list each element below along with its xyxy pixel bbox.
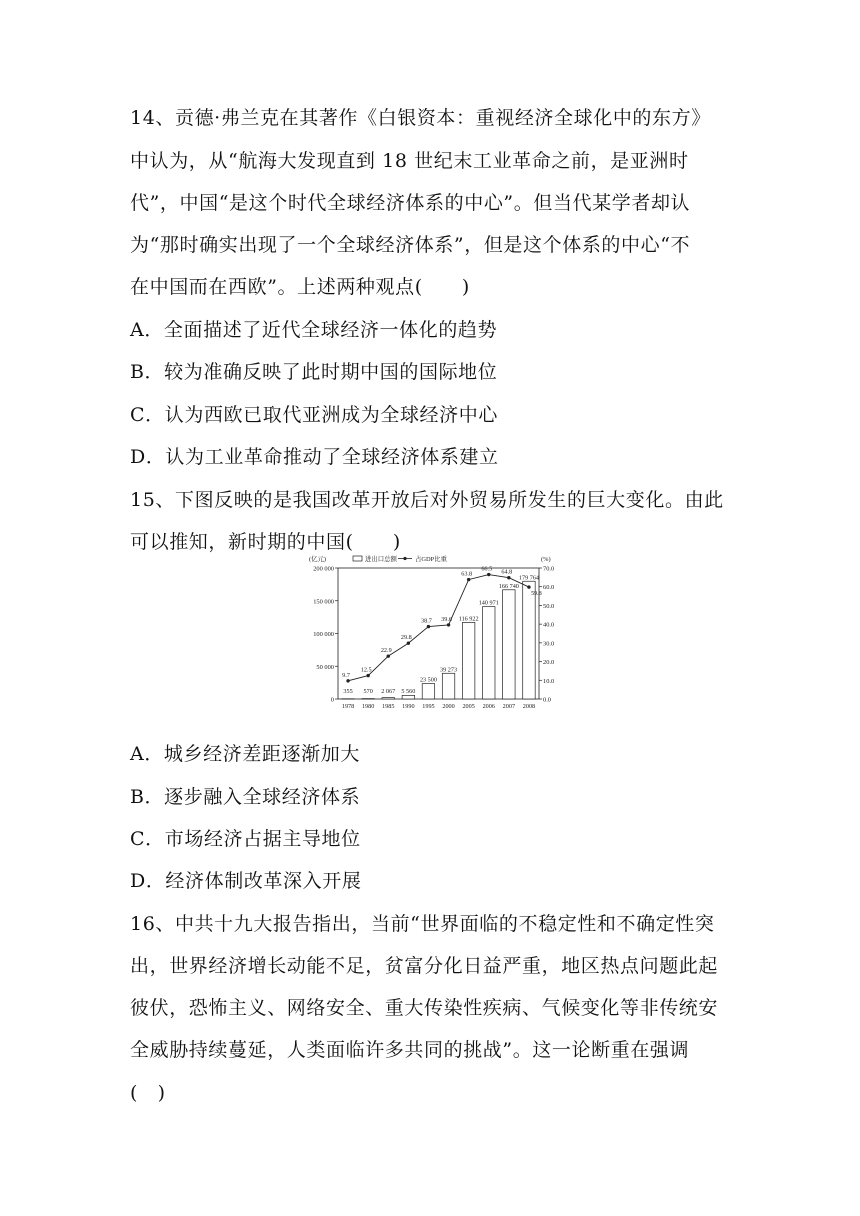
gdp-share-point-2007 (507, 576, 510, 579)
bar-value-label: 23 500 (419, 676, 437, 684)
q14-line-2: 中认为，从“航海大发现直到 18 世纪末工业革命之前，是亚洲时 (130, 150, 689, 172)
gdp-share-point-1985 (387, 654, 390, 657)
bar-2008 (523, 581, 535, 699)
q16-line-5: ( ) (130, 1082, 166, 1104)
left-tick-label: 100 000 (313, 631, 334, 638)
x-category-label: 2000 (442, 703, 455, 710)
x-category-label: 2008 (522, 703, 536, 710)
right-unit-label: (%) (541, 556, 551, 563)
left-unit-label: (亿元) (309, 556, 327, 563)
gdp-share-label: 66.5 (481, 565, 493, 573)
q16-line-1: 16、中共十九大报告指出，当前“世界面临的不稳定性和不确定性突 (130, 913, 715, 935)
bar-value-label: 140 971 (478, 599, 499, 607)
right-tick-label: 30.0 (543, 640, 555, 648)
legend-line-label: 占GDP比重 (415, 556, 447, 563)
gdp-share-point-1995 (427, 625, 430, 628)
bar-value-label: 116 922 (458, 615, 479, 623)
legend-line-marker (403, 557, 406, 560)
bar-value-label: 355 (343, 688, 353, 695)
bar-value-label: 570 (363, 688, 373, 695)
left-tick-label: 150 000 (313, 598, 334, 606)
q16-line-3: 彼伏，恐怖主义、网络安全、重大传染性疾病、气候变化等非传统安 (130, 997, 719, 1019)
right-tick-label: 20.0 (543, 659, 555, 667)
right-tick-label: 40.0 (543, 621, 555, 629)
right-tick-label: 70.0 (543, 565, 555, 573)
gdp-share-label: 59.8 (530, 590, 542, 598)
q15-option-b: B．逐步融入全球经济体系 (130, 786, 361, 808)
left-tick-label: 50 000 (316, 663, 334, 671)
x-category-label: 1990 (402, 703, 415, 710)
right-tick-label: 0.0 (543, 696, 551, 704)
gdp-share-label: 38.7 (421, 617, 432, 625)
left-tick-label: 0 (330, 696, 334, 704)
x-category-label: 1995 (422, 703, 435, 710)
gdp-share-point-1980 (366, 674, 369, 677)
gdp-share-label: 64.8 (501, 568, 513, 576)
q15-line-2: 可以推知，新时期的中国( ) (130, 531, 401, 553)
bar-value-label: 5 560 (401, 688, 416, 695)
x-category-label: 1978 (341, 703, 355, 710)
gdp-share-label: 12.5 (360, 666, 372, 674)
q14-line-3: 代”，中国“是这个时代全球经济体系的中心”。但当代某学者却认 (130, 192, 691, 214)
left-tick-label: 200 000 (313, 565, 334, 573)
x-category-label: 1980 (361, 703, 375, 710)
right-tick-label: 10.0 (543, 677, 555, 685)
gdp-share-point-2000 (447, 623, 450, 626)
gdp-share-point-2005 (467, 578, 470, 581)
gdp-share-point-2008 (527, 585, 530, 588)
gdp-share-label: 63.8 (461, 570, 473, 578)
q14-option-c: C．认为西欧已取代亚洲成为全球经济中心 (130, 404, 498, 426)
bar-value-label: 166 740 (498, 582, 519, 590)
gdp-share-point-1978 (346, 679, 349, 682)
bar-2006 (483, 607, 495, 699)
bar-2005 (462, 622, 474, 699)
bar-2000 (442, 673, 454, 699)
q15-option-c: C．市场经济占据主导地位 (130, 828, 361, 850)
bar-value-label: 39 273 (440, 666, 458, 674)
bar-2007 (503, 590, 515, 699)
legend-bar-swatch (353, 556, 362, 561)
q15-option-d: D．经济体制改革深入开展 (130, 870, 362, 892)
bar-1995 (422, 684, 434, 699)
q14-option-b: B．较为准确反映了此时期中国的国际地位 (130, 361, 498, 383)
bar-1985 (382, 698, 394, 699)
x-category-label: 2006 (482, 703, 495, 710)
gdp-share-point-1990 (407, 642, 410, 645)
trade-chart (305, 553, 571, 713)
right-tick-label: 60.0 (543, 584, 555, 592)
q14-option-d: D．认为工业革命推动了全球经济体系建立 (130, 446, 499, 468)
q14-option-a: A．全面描述了近代全球经济一体化的趋势 (130, 319, 498, 341)
q14-line-4: 为“那时确实出现了一个全球经济体系”，但是这个体系的中心“不 (130, 234, 691, 256)
x-category-label: 2005 (462, 703, 475, 710)
q14-line-1: 14、贡德·弗兰克在其著作《白银资本：重视经济全球化中的东方》 (130, 107, 711, 129)
gdp-share-line (348, 575, 529, 681)
trade-chart-svg-container (305, 553, 571, 717)
bar-value-label: 2 067 (381, 688, 396, 695)
q14-line-5: 在中国而在西欧”。上述两种观点( ) (130, 276, 470, 298)
trade-chart-svg (305, 553, 571, 713)
bar-value-label: 179 764 (518, 574, 540, 582)
q15-option-a: A．城乡经济差距逐渐加大 (130, 743, 360, 765)
bar-1990 (402, 695, 414, 699)
gdp-share-point-2006 (487, 573, 490, 576)
gdp-share-label: 29.8 (400, 634, 412, 642)
gdp-share-label: 39.6 (441, 615, 452, 623)
x-category-label: 1985 (382, 703, 395, 710)
gdp-share-label: 9.7 (342, 671, 350, 679)
q16-line-2: 出，世界经济增长动能不足，贫富分化日益严重，地区热点问题此起 (130, 955, 719, 977)
gdp-share-label: 22.9 (380, 647, 392, 655)
x-category-label: 2007 (502, 703, 516, 710)
right-tick-label: 50.0 (543, 602, 555, 610)
q15-line-1: 15、下图反映的是我国改革开放后对外贸易所发生的巨大变化。由此 (130, 489, 724, 511)
q16-line-4: 全威胁持续蔓延，人类面临许多共同的挑战”。这一论断重在强调 (130, 1039, 690, 1061)
legend-bar-label: 进出口总额 (365, 556, 397, 563)
